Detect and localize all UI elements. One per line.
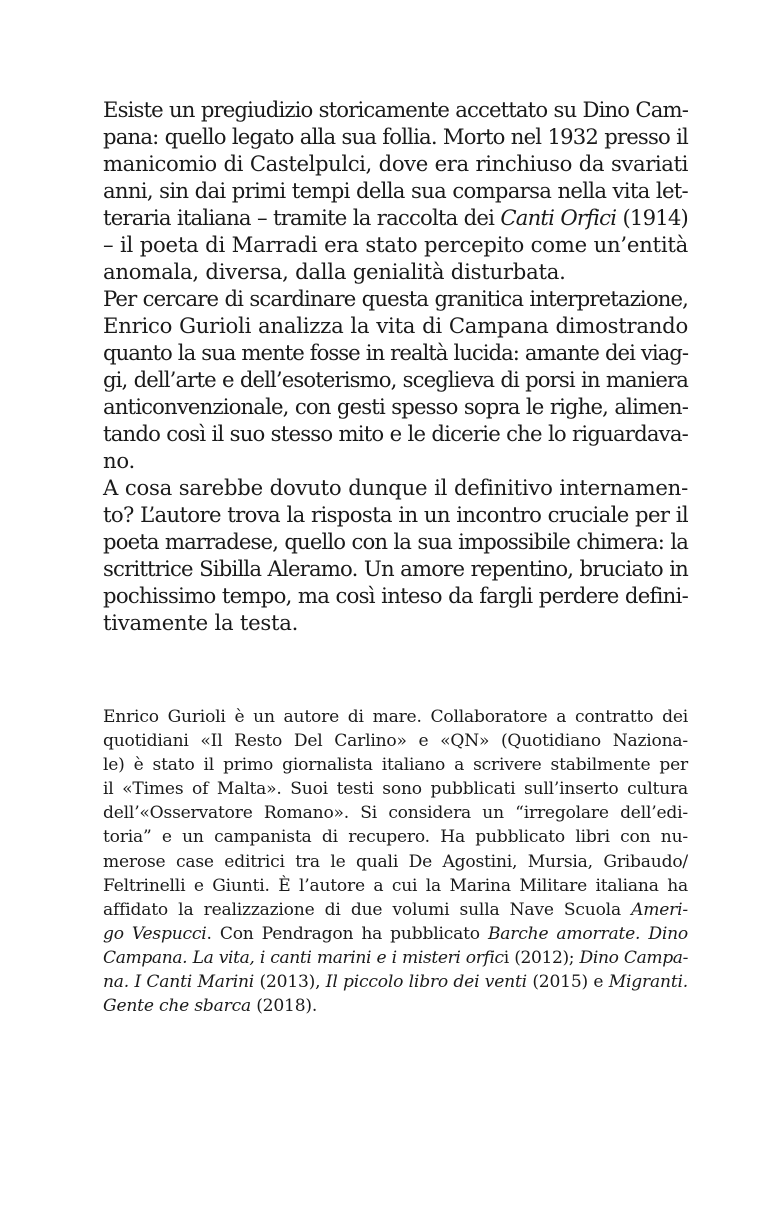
italic-text: Gente che sbarca [103, 996, 251, 1017]
italic-text: Migranti. [608, 972, 688, 993]
text-run: anomala, diversa, dalla genialità disturbata. [103, 259, 566, 284]
main-line [103, 96, 688, 123]
text-run: i (2012); [503, 947, 580, 968]
text-run: teraria italiana – tramite la raccolta dei [103, 205, 501, 230]
italic-text: na. I Canti Marini [103, 972, 255, 993]
main-line [103, 285, 688, 312]
bio-line [103, 753, 688, 777]
text-run: Enrico Gurioli analizza la vita di Campana dimostrando [103, 313, 688, 338]
main-line [103, 123, 688, 150]
italic-text: Il piccolo libro dei venti [325, 972, 527, 993]
main-line [103, 258, 688, 285]
bio-line [103, 970, 688, 994]
text-run: il «Times of Malta». Suoi testi sono pubblicati sull’inserto cultura [103, 779, 688, 800]
bio-line [103, 898, 688, 922]
text-run: gi, dell’arte e dell’esoterismo, sceglieva di porsi in maniera [103, 367, 688, 392]
text-run: no. [103, 448, 136, 473]
text-run: anni, sin dai primi tempi della sua comparsa nella vita let- [103, 178, 688, 203]
text-run: A cosa sarebbe dovuto dunque il definitivo internamen- [103, 475, 688, 500]
bio-line [103, 994, 688, 1018]
bio-line [103, 825, 688, 849]
bio-line [103, 922, 688, 946]
text-run: dell’«Osservatore Romano». Si considera un “irregolare dell’edi- [103, 803, 688, 824]
text-run: (2018). [250, 996, 318, 1017]
main-line [103, 339, 688, 366]
italic-text: Canti Orfici [500, 205, 617, 230]
author-bio-text [103, 705, 688, 1018]
italic-text: Campana. La vita, i canti marini e i misteri orfic [103, 947, 504, 968]
text-run: merose case editrici tra le quali De Agostini, Mursia, Gribaudo/ [103, 851, 688, 872]
bio-line [103, 705, 688, 729]
main-line [103, 177, 688, 204]
text-run: scrittrice Sibilla Aleramo. Un amore repentino, bruciato in [103, 556, 688, 581]
text-run: Feltrinelli e Giunti. È l’autore a cui la Marina Militare italiana ha [103, 875, 688, 896]
bio-line [103, 850, 688, 874]
main-line [103, 231, 688, 258]
text-run: quotidiani «Il Resto Del Carlino» e «QN» (Quotidiano Naziona- [103, 731, 688, 752]
text-run: le) è stato il primo giornalista italiano a scrivere stabilmente per [103, 755, 688, 776]
text-run: (1914) [616, 205, 689, 230]
bio-line [103, 801, 688, 825]
bio-line [103, 874, 688, 898]
bio-line [103, 777, 688, 801]
text-run: poeta marradese, quello con la sua impossibile chimera: la [103, 529, 688, 554]
text-run: toria” e un campanista di recupero. Ha pubblicato libri con nu- [103, 827, 688, 848]
bio-line [103, 946, 688, 970]
main-line [103, 555, 688, 582]
text-run: Per cercare di scardinare questa granitica interpretazione, [103, 286, 688, 311]
text-run: affidato la realizzazione di due volumi sulla Nave Scuola [103, 899, 632, 920]
bio-line [103, 729, 688, 753]
main-line [103, 393, 688, 420]
main-line [103, 501, 688, 528]
text-run: to? L’autore trova la risposta in un incontro cruciale per il [103, 502, 688, 527]
text-run: . Con Pendragon ha pubblicato [206, 923, 488, 944]
text-run: pochissimo tempo, ma così inteso da fargli perdere defini- [103, 583, 688, 608]
main-line [103, 474, 688, 501]
main-line [103, 312, 688, 339]
main-line [103, 447, 688, 474]
main-line [103, 150, 688, 177]
text-run: tivamente la testa. [103, 610, 299, 635]
main-line [103, 528, 688, 555]
main-line [103, 609, 688, 636]
italic-text: Dino Campa- [579, 947, 688, 968]
main-line [103, 420, 688, 447]
text-run: pana: quello legato alla sua follia. Morto nel 1932 presso il [103, 124, 688, 149]
text-run: Enrico Gurioli è un autore di mare. Collaboratore a contratto dei [103, 707, 688, 727]
text-run: anticonvenzionale, con gesti spesso sopra le righe, alimen- [103, 394, 688, 419]
text-run: tando così il suo stesso mito e le dicerie che lo riguardava- [103, 421, 688, 446]
synopsis-text [103, 96, 688, 636]
italic-text: Ameri- [631, 899, 688, 920]
italic-text: go Vespucci [103, 923, 207, 944]
main-line [103, 204, 688, 231]
text-run: manicomio di Castelpulci, dove era rinchiuso da svariati [103, 151, 688, 176]
text-run: – il poeta di Marradi era stato percepito come un’entità [103, 232, 688, 257]
text-run: (2015) e [526, 972, 609, 993]
text-run: Esiste un pregiudizio storicamente accettato su Dino Cam- [103, 97, 688, 122]
main-line [103, 582, 688, 609]
italic-text: Barche amorrate. Dino [487, 923, 688, 944]
text-run: quanto la sua mente fosse in realtà lucida: amante dei viag- [103, 340, 688, 365]
main-line [103, 366, 688, 393]
text-run: (2013), [254, 972, 326, 993]
